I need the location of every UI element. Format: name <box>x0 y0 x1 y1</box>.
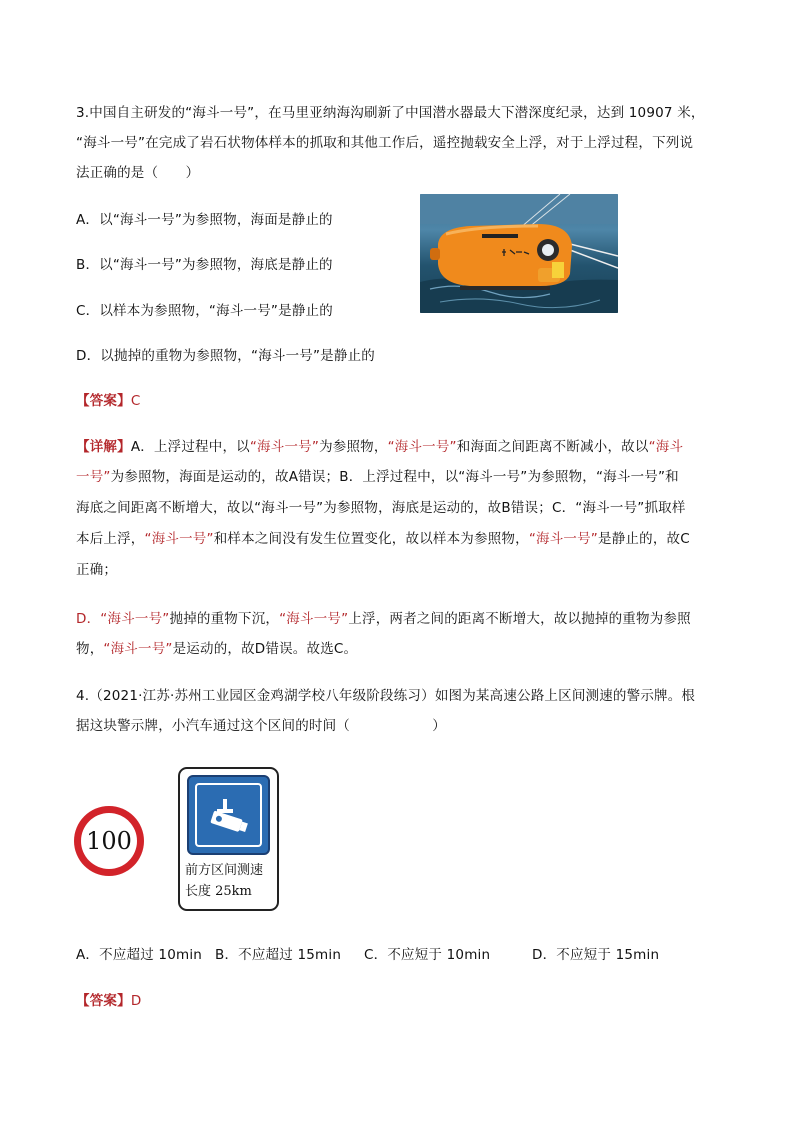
q4-stem-line1: 4.（2021·江苏·苏州工业园区金鸡湖学校八年级阶段练习）如图为某高速公路上区间测速的警示牌。根 <box>76 688 696 704</box>
answer-value: C <box>130 393 141 409</box>
explain-highlight: “海斗一号” <box>387 439 457 455</box>
speed-limit-sign-icon <box>74 806 144 876</box>
explain-highlight: “海斗 <box>648 439 684 455</box>
speed-camera-icon <box>197 785 260 845</box>
q4-option-a: A．不应超过 10min <box>76 947 203 963</box>
explain-text: 是运动的，故D错误。故选C。 <box>172 641 358 657</box>
explain-highlight: “海斗一号” <box>528 531 599 547</box>
sign-text-line2: 长度 25km <box>185 884 252 899</box>
q3-explain-line6 <box>76 609 691 629</box>
explain-text: 为参照物， <box>319 439 388 455</box>
q3-option-a: A．以“海斗一号”为参照物，海面是静止的 <box>76 212 333 228</box>
q3-explain-line2 <box>76 467 679 487</box>
explain-highlight: “海斗一号” <box>279 611 349 627</box>
q3-explain-line7 <box>76 639 357 659</box>
explain-text: 是静止的，故C <box>598 531 690 547</box>
q3-stem-line3: 法正确的是（ ） <box>76 165 200 181</box>
explain-highlight: “海斗一号” <box>100 611 170 627</box>
q3-explain-line5: 正确； <box>76 562 118 578</box>
explain-highlight: 一号” <box>76 469 111 485</box>
cable <box>570 250 618 268</box>
explain-text: A．上浮过程中，以 <box>130 439 250 455</box>
sign-blue-panel <box>187 775 270 855</box>
yellow-tag <box>552 262 564 278</box>
q3-explain-line1 <box>76 437 683 457</box>
explain-text: 物， <box>76 641 104 657</box>
q4-answer <box>76 991 141 1011</box>
answer-value: D <box>130 993 142 1009</box>
sky-band <box>420 194 618 224</box>
answer-label: 【答案】 <box>76 393 131 409</box>
q3-explain-line4 <box>76 529 690 549</box>
camera-body <box>210 810 248 833</box>
explain-highlight: “海斗一号” <box>144 531 214 547</box>
q3-option-c: C．以样本为参照物，“海斗一号”是静止的 <box>76 303 333 319</box>
q4-option-b: B．不应超过 15min <box>215 947 342 963</box>
q3-explain-line3: 海底之间距离不断增大，故以“海斗一号”为参照物，海底是运动的，故B错误；C．“海斗一号”抓取样 <box>76 500 686 516</box>
stripe <box>482 234 518 238</box>
speed-camera-sign <box>178 767 279 911</box>
q4-option-c: C．不应短于 10min <box>364 947 491 963</box>
answer-label: 【答案】 <box>76 993 131 1009</box>
q3-option-b: B．以“海斗一号”为参照物，海底是静止的 <box>76 257 333 273</box>
submarine-illustration <box>420 194 618 313</box>
q3-stem-line1: 3.中国自主研发的“海斗一号”，在马里亚纳海沟刷新了中国潜水器最大下潜深度纪录，达到 10907 米， <box>76 105 705 121</box>
explain-text: 和样本之间没有发生位置变化，故以样本为参照物， <box>213 531 529 547</box>
thruster <box>430 248 440 260</box>
explain-text: 抛掉的重物下沉， <box>169 611 280 627</box>
q3-stem-line2: “海斗一号”在完成了岩石状物体样本的抓取和其他工作后，遥控抛载安全上浮，对于上浮过程，下列说 <box>76 135 694 151</box>
sign-text-line1: 前方区间测速 <box>185 863 264 878</box>
q3-option-d: D．以抛掉的重物为参照物，“海斗一号”是静止的 <box>76 348 375 364</box>
sign-white-frame <box>195 783 262 847</box>
q3-answer <box>76 391 140 411</box>
explain-label: 【详解】 <box>76 439 131 455</box>
skid <box>460 286 550 290</box>
cable <box>570 244 618 256</box>
explain-text: 为参照物，海面是运动的，故A错误；B．上浮过程中，以“海斗一号”为参照物，“海斗一号”和 <box>110 469 679 485</box>
explain-highlight: D． <box>76 611 101 627</box>
q4-option-d: D．不应短于 15min <box>532 947 660 963</box>
explain-highlight: “海斗一号” <box>249 439 320 455</box>
explain-text: 上浮，两者之间的距离不断增大，故以抛掉的重物为参照 <box>348 611 691 627</box>
explain-highlight: “海斗一号” <box>103 641 173 657</box>
explain-text: 和海面之间距离不断减小，故以 <box>456 439 649 455</box>
explain-text: 本后上浮， <box>76 531 145 547</box>
submarine-photo <box>420 194 618 313</box>
speed-limit-value: 100 <box>81 813 137 869</box>
viewport-glass <box>542 244 554 256</box>
q4-stem-line2: 据这块警示牌，小汽车通过这个区间的时间（ ） <box>76 718 446 734</box>
